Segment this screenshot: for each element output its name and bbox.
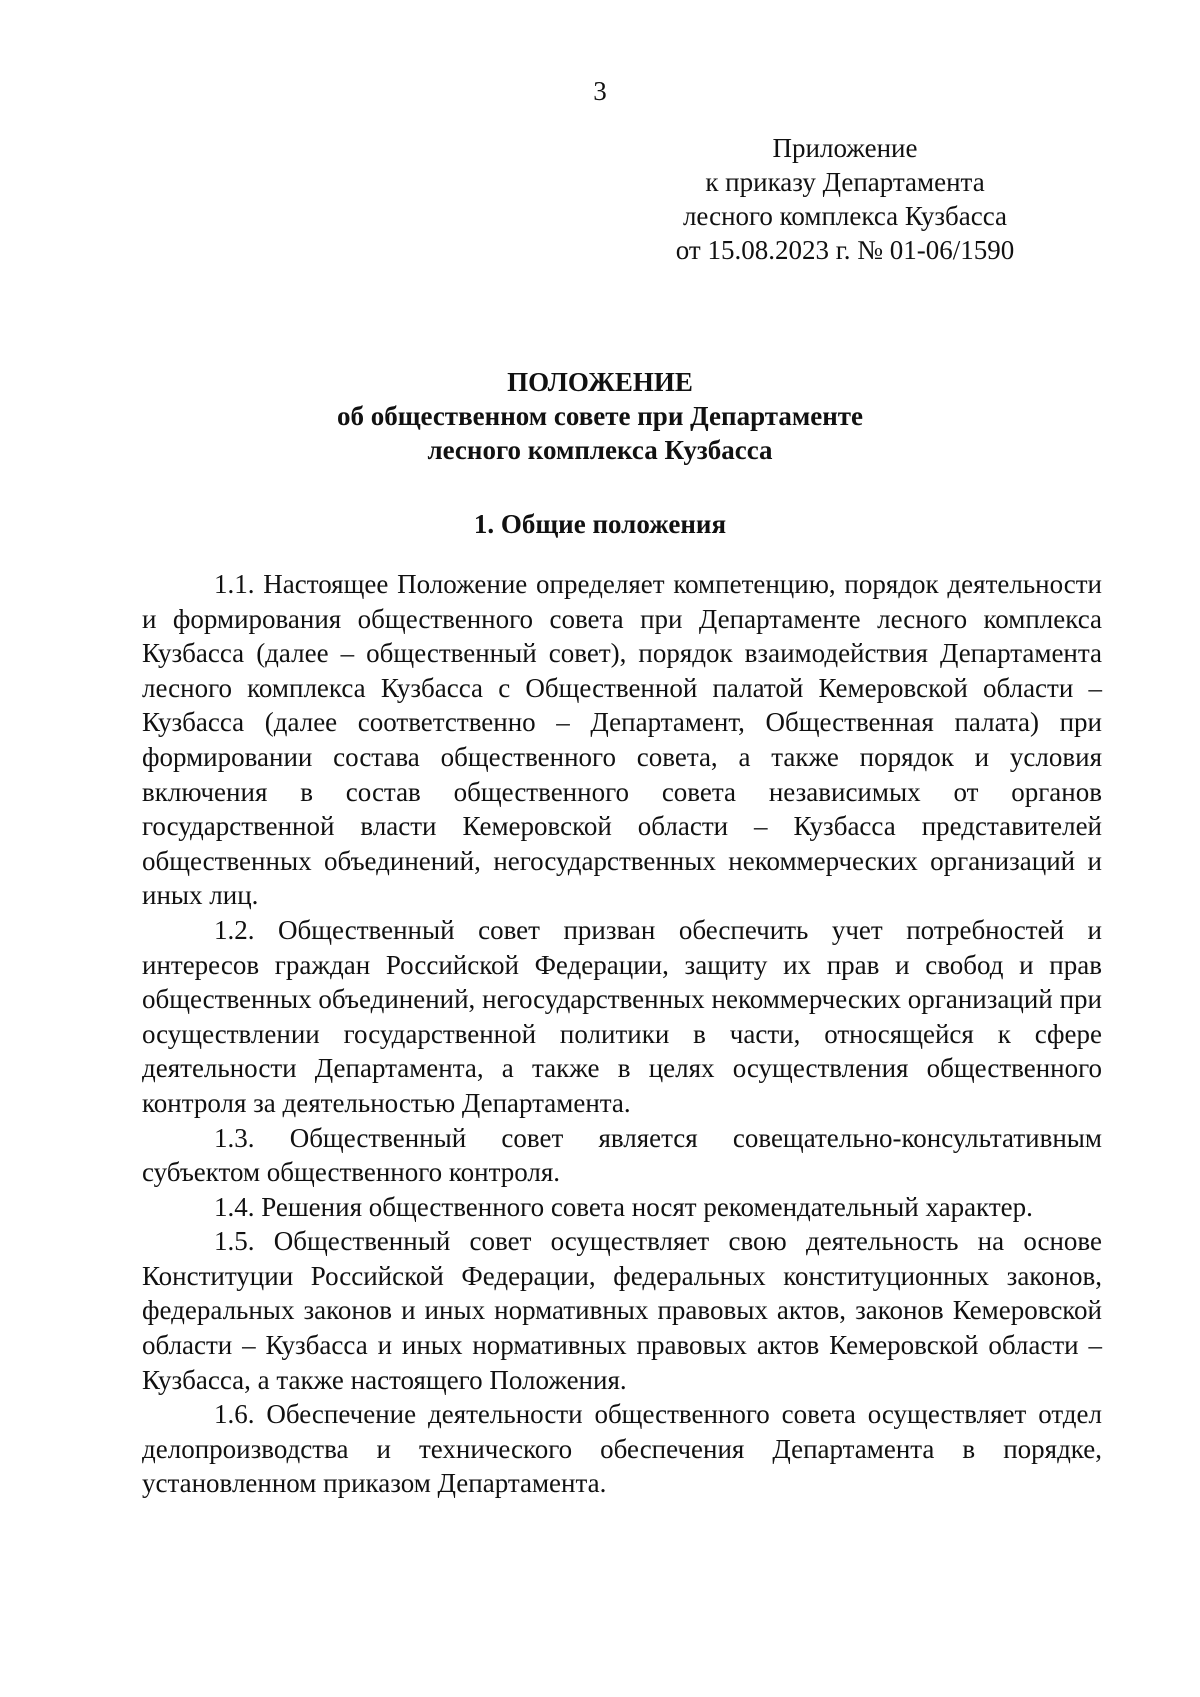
- appendix-line: к приказу Департамента: [705, 167, 985, 197]
- appendix-line: лесного комплекса Кузбасса: [682, 201, 1008, 231]
- section-title: 1. Общие положения: [473, 509, 727, 539]
- appendix-line: Приложение: [772, 133, 918, 163]
- document-body: [142, 567, 1102, 1501]
- paragraph-1-3: 1.3. Общественный совет является совещательно-консультативным субъектом общественного контроля.: [142, 1122, 1102, 1188]
- document-title: [0, 365, 1200, 467]
- document-title-subtitle: об общественном совете при Департаменте: [336, 401, 864, 431]
- paragraph-1-5: 1.5. Общественный совет осуществляет свою деятельность на основе Конституции Российской Федерации, федеральных конституционных законов, федеральных законов и иных нормативных правовых актов, законов Кемеровской области – Кузбасса и иных нормативных правовых актов Кемеровской области – Кузбасса, а также настоящего Положения.: [142, 1226, 1102, 1395]
- paragraph-1-6: 1.6. Обеспечение деятельности общественного совета осуществляет отдел делопроизводства и технического обеспечения Департамента в порядке, установленном приказом Департамента.: [142, 1399, 1102, 1499]
- appendix-order-reference: от 15.08.2023 г. № 01-06/1590: [675, 235, 1015, 265]
- paragraph-1-1: 1.1. Настоящее Положение определяет компетенцию, порядок деятельности и формирования общественного совета при Департаменте лесного комплекса Кузбасса (далее – общественный совет), порядок взаимодействия Департамента лесного комплекса Кузбасса с Общественной палатой Кемеровской области – Кузбасса (далее соответственно – Департамент, Общественная палата) при формировании состава общественного совета, а также порядок и условия включения в состав общественного совета независимых от органов государственной власти Кемеровской области – Кузбасса представителей общественных объединений, негосударственных некоммерческих организаций и иных лиц.: [142, 569, 1102, 911]
- document-title-main: ПОЛОЖЕНИЕ: [507, 367, 693, 397]
- paragraph-1-2: 1.2. Общественный совет призван обеспечить учет потребностей и интересов граждан Российской Федерации, защиту их прав и свобод и прав общественных объединений, негосударственных некоммерческих организаций при осуществлении государственной политики в части, относящейся к сфере деятельности Департамента, а также в целях осуществления общественного контроля за деятельностью Департамента.: [142, 914, 1102, 1118]
- page-number: 3: [593, 76, 607, 106]
- paragraph-1-4: 1.4. Решения общественного совета носят рекомендательный характер.: [214, 1191, 1033, 1222]
- appendix-block: [640, 131, 1050, 267]
- document-title-subtitle: лесного комплекса Кузбасса: [427, 435, 773, 465]
